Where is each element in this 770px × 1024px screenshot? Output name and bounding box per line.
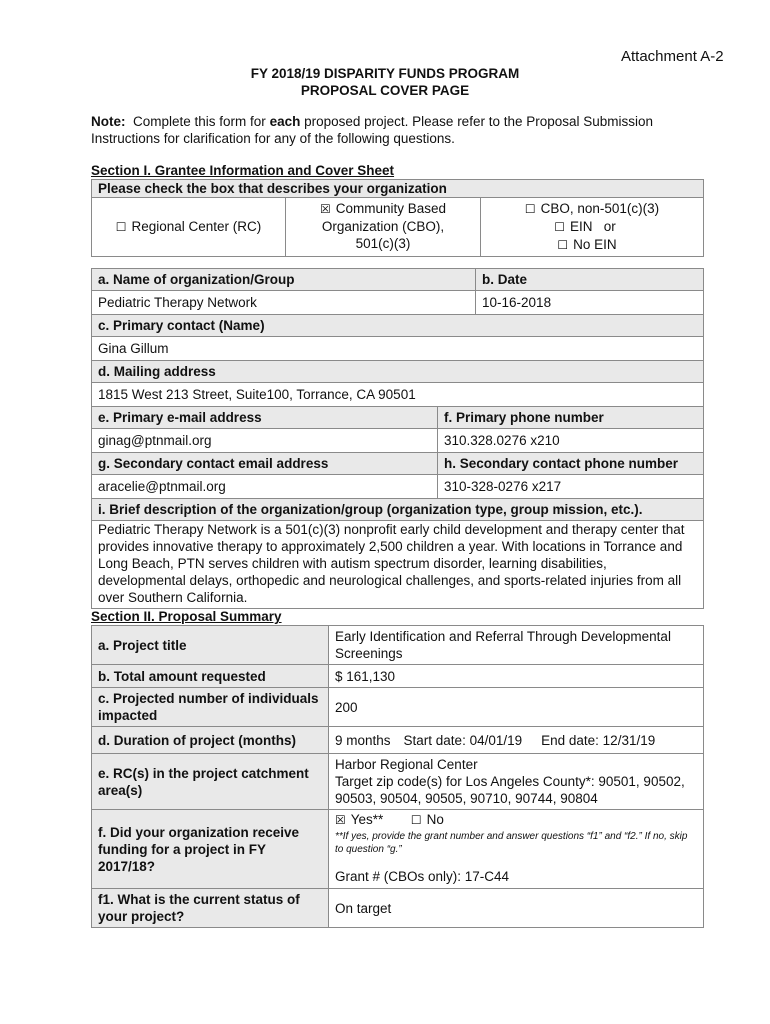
checkbox-yes-checked-icon[interactable]: ☒	[335, 813, 346, 827]
date-label: b. Date	[476, 269, 704, 291]
org-type-table	[91, 179, 704, 257]
primary-phone-label: f. Primary phone number	[438, 407, 704, 429]
option-label: CBO, non-501(c)(3)	[540, 201, 660, 216]
note-label: Note:	[91, 114, 126, 129]
primary-phone-field[interactable]: 310.328.0276 x210	[438, 429, 704, 453]
project-title-label: a. Project title	[92, 626, 329, 665]
ein-label: EIN or	[570, 219, 616, 234]
primary-contact-field[interactable]: Gina Gillum	[92, 337, 704, 361]
section-2-heading: Section II. Proposal Summary	[91, 609, 282, 624]
prior-funding-label: f. Did your organization receive funding for a project in FY 2017/18?	[92, 810, 329, 889]
total-amount-label: b. Total amount requested	[92, 665, 329, 688]
option-label: Regional Center (RC)	[131, 219, 262, 234]
regional-center-name: Harbor Regional Center	[335, 757, 478, 772]
funding-instruction-note: **If yes, provide the grant number and answer questions “f1” and “f2.” If no, skip to question “g.”	[335, 831, 688, 855]
checkbox-no-icon[interactable]: ☐	[410, 813, 422, 827]
attachment-label: Attachment A-2	[621, 48, 724, 65]
note-emphasis: each	[269, 114, 301, 129]
org-name-field[interactable]: Pediatric Therapy Network	[92, 291, 476, 315]
org-description-field[interactable]: Pediatric Therapy Network is a 501(c)(3) nonprofit early child development and therapy center that provides innovative therapy to approximately 2,500 children a year. With locations in Torrance and Long Beach, PTN serves children with autism spectrum disorder, learning disabilities, developmental delays, orthopedic and neurological challenges, and sports-related injuries from all over Southern California.	[92, 521, 704, 609]
project-status-field[interactable]: On target	[329, 889, 704, 928]
option-regional-center[interactable]	[92, 198, 286, 257]
checkbox-unchecked-icon[interactable]: ☐	[524, 202, 536, 216]
catchment-area-field[interactable]	[329, 754, 704, 810]
org-description-label: i. Brief description of the organization/group (organization type, group mission, etc.).	[92, 499, 704, 521]
org-name-label: a. Name of organization/Group	[92, 269, 476, 291]
secondary-email-label: g. Secondary contact email address	[92, 453, 438, 475]
project-title-field[interactable]: Early Identification and Referral Through Developmental Screenings	[329, 626, 704, 665]
checkbox-checked-icon[interactable]: ☒	[319, 202, 331, 216]
secondary-email-field[interactable]: aracelie@ptnmail.org	[92, 475, 438, 499]
checkbox-ein-icon[interactable]: ☐	[554, 220, 566, 234]
option-cbo-501c3[interactable]	[286, 198, 481, 257]
primary-contact-label: c. Primary contact (Name)	[92, 315, 704, 337]
option-cbo-non-501c3[interactable]	[481, 198, 704, 257]
note-text-before: Complete this form for	[133, 114, 270, 129]
grant-number: Grant # (CBOs only): 17-C44	[335, 869, 510, 884]
primary-email-field[interactable]: ginag@ptnmail.org	[92, 429, 438, 453]
target-zip-codes: Target zip code(s) for Los Angeles County*: 90501, 90502, 90503, 90504, 90505, 90710, 90744, 90804	[335, 774, 685, 806]
catchment-area-label: e. RC(s) in the project catchment area(s)	[92, 754, 329, 810]
secondary-phone-field[interactable]: 310-328-0276 x217	[438, 475, 704, 499]
org-type-header: Please check the box that describes your organization	[92, 180, 704, 198]
checkbox-no-ein-icon[interactable]: ☐	[557, 238, 569, 252]
option-label: Community Based Organization (CBO), 501(c)(3)	[321, 201, 447, 251]
duration-months: 9 months	[335, 732, 391, 748]
no-ein-label: No EIN	[573, 237, 617, 252]
secondary-phone-label: h. Secondary contact phone number	[438, 453, 704, 475]
individuals-impacted-field[interactable]: 200	[329, 688, 704, 727]
duration-label: d. Duration of project (months)	[92, 727, 329, 754]
project-status-label: f1. What is the current status of your project?	[92, 889, 329, 928]
primary-email-label: e. Primary e-mail address	[92, 407, 438, 429]
total-amount-field[interactable]: $ 161,130	[329, 665, 704, 688]
date-field[interactable]: 10-16-2018	[476, 291, 704, 315]
mailing-address-label: d. Mailing address	[92, 361, 704, 383]
duration-field[interactable]	[329, 727, 704, 754]
mailing-address-field[interactable]: 1815 West 213 Street, Suite100, Torrance, CA 90501	[92, 383, 704, 407]
end-date: End date: 12/31/19	[541, 732, 656, 748]
grantee-info-table	[91, 268, 704, 609]
proposal-summary-table	[91, 625, 704, 928]
note-text-after: proposed project. Please refer to the Proposal Submission Instructions for clarification for any of the following questions.	[91, 114, 654, 146]
start-date: Start date: 04/01/19	[403, 732, 523, 748]
prior-funding-field[interactable]	[329, 810, 704, 889]
page-title: PROPOSAL COVER PAGE	[300, 83, 470, 98]
section-1-heading: Section I. Grantee Information and Cover Sheet	[91, 163, 395, 178]
program-title: FY 2018/19 DISPARITY FUNDS PROGRAM	[250, 66, 520, 81]
note-paragraph	[91, 113, 691, 147]
individuals-impacted-label: c. Projected number of individuals impacted	[92, 688, 329, 727]
checkbox-unchecked-icon[interactable]: ☐	[115, 220, 127, 234]
no-label: No	[426, 812, 444, 827]
yes-label: Yes**	[350, 812, 384, 827]
